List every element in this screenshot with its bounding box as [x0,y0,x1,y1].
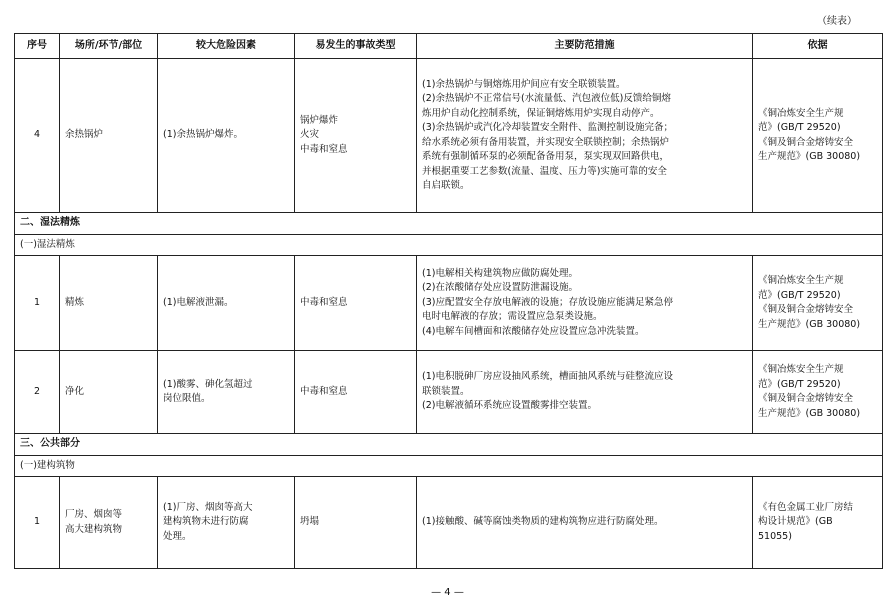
row-accident-types: 坍塌 [295,477,417,569]
row-hazard: (1)余热锅炉爆炸。 [158,59,295,213]
row-basis: 《有色金属工业厂房结 构设计规范》(GB 51055) [753,477,883,569]
row-accident-types: 中毒和窒息 [295,256,417,351]
page-number: — 4 — [431,587,464,598]
subsection-header [15,456,883,477]
header-accident-type: 易发生的事故类型 [295,34,417,59]
header-basis: 依据 [753,34,883,59]
section-header [15,434,883,456]
table-row [15,477,883,569]
row-accident-types: 中毒和窒息 [295,351,417,434]
header-place: 场所/环节/部位 [60,34,158,59]
table-row [15,351,883,434]
row-accident-types: 锅炉爆炸 火灾 中毒和窒息 [295,59,417,213]
row-measures: (1)电积脱砷厂房应设抽风系统，槽面抽风系统与硅整流应设 联锁装置。 (2)电解液循环系统应设置酸雾排空装置。 [417,351,753,434]
subsection-title: (一)建构筑物 [15,456,883,477]
section-title: 二、湿法精炼 [15,213,883,235]
subsection-title: (一)湿法精炼 [15,235,883,256]
section-header [15,213,883,235]
row-hazard: (1)酸雾、砷化氢超过 岗位限值。 [158,351,295,434]
table-header-row [15,34,883,59]
section-title: 三、公共部分 [15,434,883,456]
row-place: 余热锅炉 [60,59,158,213]
row-basis: 《铜冶炼安全生产规 范》(GB/T 29520) 《铜及铜合金熔铸安全 生产规范》(GB 30080) [753,256,883,351]
row-number: 1 [15,477,60,569]
row-place: 厂房、烟囱等 高大建构筑物 [60,477,158,569]
header-hazard: 较大危险因素 [158,34,295,59]
row-basis: 《铜冶炼安全生产规 范》(GB/T 29520) 《铜及铜合金熔铸安全 生产规范》(GB 30080) [753,59,883,213]
row-place: 精炼 [60,256,158,351]
header-measures: 主要防范措施 [417,34,753,59]
row-number: 2 [15,351,60,434]
row-hazard: (1)厂房、烟囱等高大 建构筑物未进行防腐 处理。 [158,477,295,569]
subsection-header [15,235,883,256]
row-measures: (1)电解相关构建筑物应做防腐处理。 (2)在浓酸储存处应设置防泄漏设施。 (3)应配置安全存放电解液的设施；存放设施应能满足紧急停 电时电解液的存放；需设置应急泵类设施。 (4)电解车间槽面和浓酸储存处应设置应急冲洗装置。 [417,256,753,351]
row-place: 净化 [60,351,158,434]
continued-label: （续表） [817,16,857,27]
header-no: 序号 [15,34,60,59]
table-row [15,256,883,351]
row-basis: 《铜冶炼安全生产规 范》(GB/T 29520) 《铜及铜合金熔铸安全 生产规范》(GB 30080) [753,351,883,434]
row-number: 4 [15,59,60,213]
hazard-table [14,33,883,569]
row-measures: (1)余热锅炉与铜熔炼用炉间应有安全联锁装置。 (2)余热锅炉不正常信号(水流量低、汽包液位低)反馈给铜熔 炼用炉自动化控制系统，保证铜熔炼用炉实现自动停产。 (3)余热锅炉或汽化冷却装置安全附件、监测控制设施完备； 给水系统必须有备用装置，并实现安全联锁控制；余热锅炉 系统有强制循环泵的必须配备备用泵，泵实现双回路供电， 并根据重要工艺参数(流量、温度、压力等)实施可靠的安全 自启联锁。 [417,59,753,213]
row-measures: (1)接触酸、碱等腐蚀类物质的建构筑物应进行防腐处理。 [417,477,753,569]
table-row [15,59,883,213]
row-number: 1 [15,256,60,351]
row-hazard: (1)电解液泄漏。 [158,256,295,351]
